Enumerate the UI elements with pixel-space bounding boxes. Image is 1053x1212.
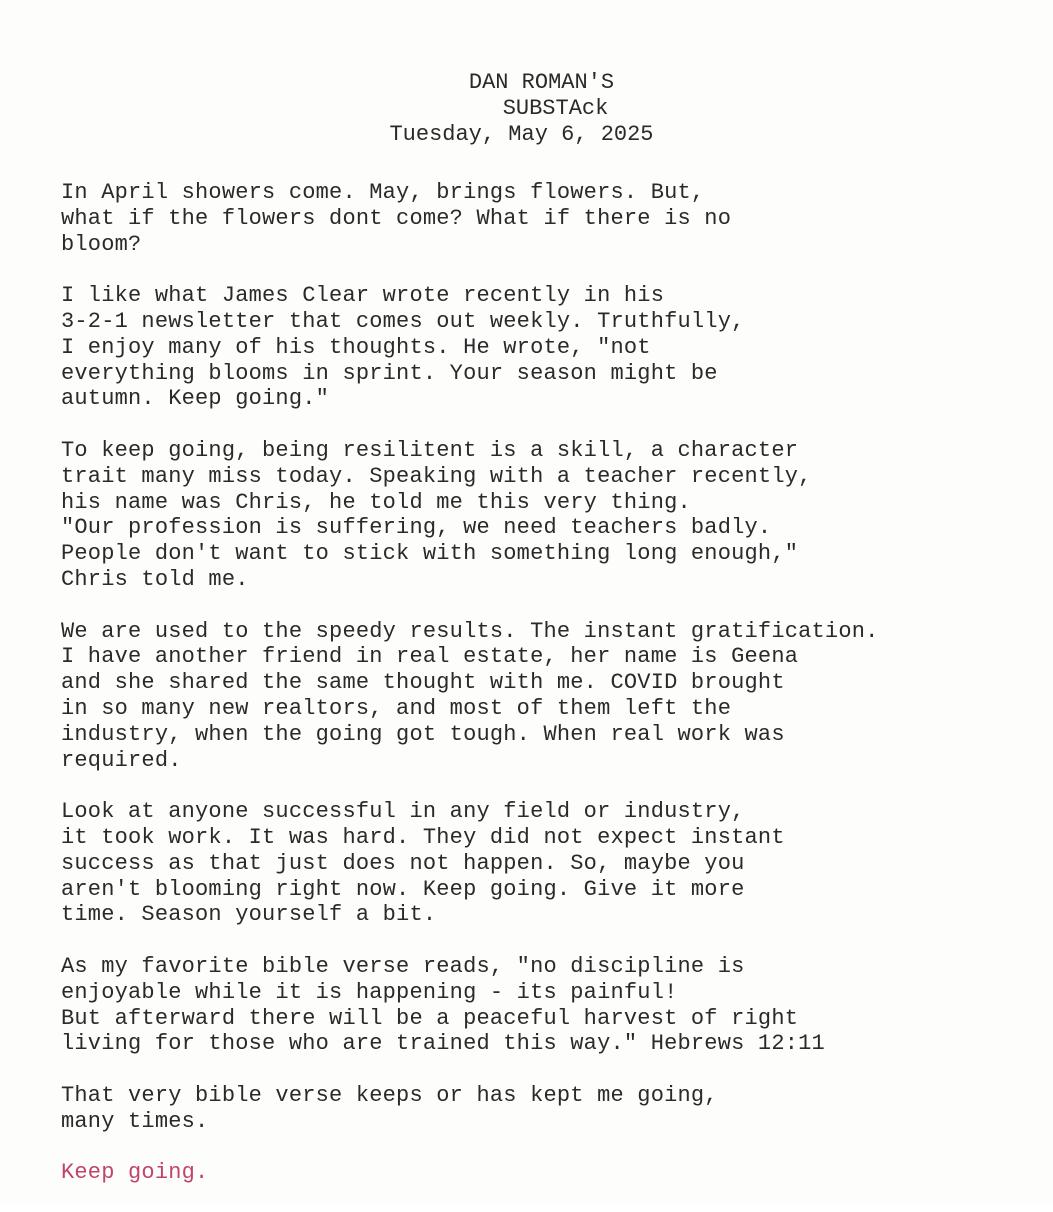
paragraph-3 (61, 438, 1041, 593)
letter-header (0, 70, 1053, 147)
paragraph-4 (61, 619, 1041, 774)
text-line: I have another friend in real estate, her name is Geena (61, 644, 799, 670)
closing-line (61, 1160, 1041, 1186)
text-line: "Our profession is suffering, we need teachers badly. (61, 515, 772, 541)
text-line: As my favorite bible verse reads, "no discipline is (61, 953, 745, 979)
text-line: living for those who are trained this way." Hebrews 12:11 (61, 1031, 825, 1057)
text-line: We are used to the speedy results. The instant gratification. (61, 618, 879, 644)
paragraph-5 (61, 799, 1041, 928)
closing-text: Keep going. (61, 1160, 209, 1186)
paragraph-2 (61, 283, 1041, 412)
text-line: in so many new realtors, and most of them left the (61, 695, 732, 721)
text-line: what if the flowers dont come? What if there is no (61, 205, 732, 231)
text-line: time. Season yourself a bit. (61, 902, 437, 928)
paragraph-7 (61, 1083, 1041, 1135)
text-line: his name was Chris, he told me this very thing. (61, 489, 691, 515)
text-line: everything blooms in sprint. Your season might be (61, 360, 718, 386)
text-line: In April showers come. May, brings flowers. But, (61, 180, 705, 205)
paragraph-1 (61, 180, 1041, 257)
text-line: That very bible verse keeps or has kept me going, (61, 1082, 718, 1108)
paragraph-6 (61, 954, 1041, 1057)
text-line: aren't blooming right now. Keep going. Give it more (61, 876, 745, 902)
text-line: Look at anyone successful in any field or industry, (61, 799, 745, 825)
text-line: success as that just does not happen. So, maybe you (61, 850, 745, 876)
text-line: trait many miss today. Speaking with a teacher recently, (61, 463, 812, 489)
text-line: 3-2-1 newsletter that comes out weekly. Truthfully, (61, 308, 745, 334)
letter-body (61, 180, 1041, 1212)
text-line: bloom? (61, 231, 142, 257)
text-line: But afterward there will be a peaceful harvest of right (61, 1005, 799, 1031)
text-line: industry, when the going got tough. When real work was (61, 721, 785, 747)
text-line: it took work. It was hard. They did not expect instant (61, 824, 785, 850)
publication-line: SUBSTAck (502, 95, 609, 121)
text-line: enjoyable while it is happening - its painful! (61, 979, 678, 1005)
text-line: required. (61, 747, 182, 773)
text-line: People don't want to stick with something long enough," (61, 541, 799, 567)
text-line: I like what James Clear wrote recently in his (61, 283, 665, 309)
text-line: and she shared the same thought with me. COVID brought (61, 670, 785, 696)
date-line: Tuesday, May 6, 2025 (389, 121, 654, 147)
text-line: Chris told me. (61, 566, 249, 592)
text-line: I enjoy many of his thoughts. He wrote, "not (61, 334, 651, 360)
text-line: autumn. Keep going." (61, 386, 330, 412)
text-line: many times. (61, 1108, 209, 1134)
text-line: To keep going, being resilitent is a skill, a character (61, 437, 799, 463)
author-line: DAN ROMAN'S (468, 70, 615, 95)
